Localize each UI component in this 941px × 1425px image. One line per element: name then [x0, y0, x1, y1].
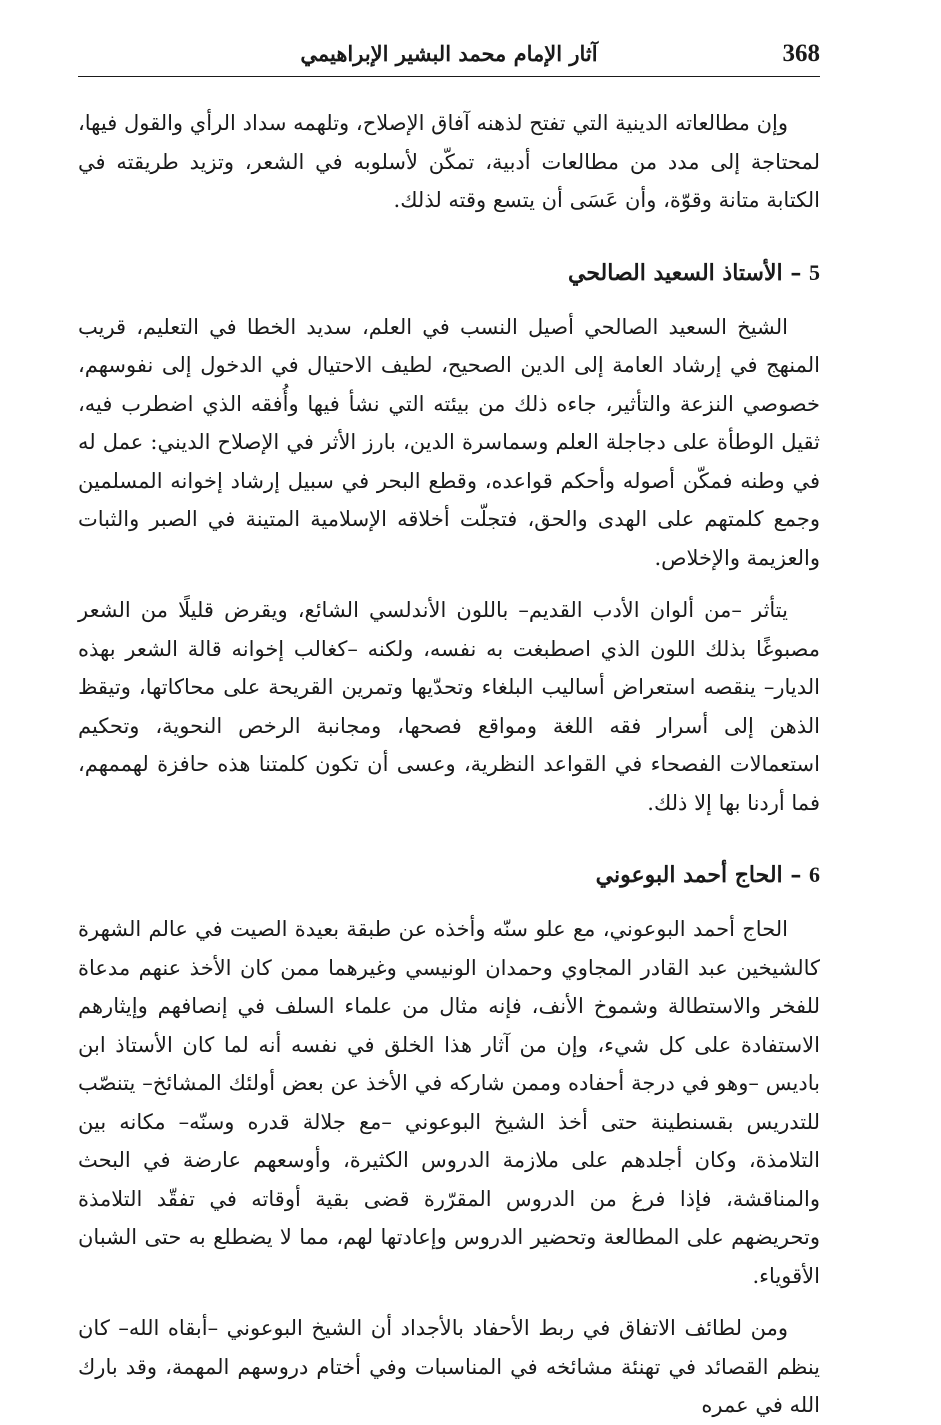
page-number: 368 [782, 40, 820, 67]
page-header [78, 36, 820, 77]
section-number: 6 [809, 862, 820, 887]
section-dash: – [790, 259, 802, 286]
section-heading-5 [78, 254, 820, 292]
section-title: الأستاذ السعيد الصالحي [568, 259, 783, 286]
paragraph-bouaouni-poems: ومن لطائف الاتفاق في ربط الأحفاد بالأجداد أن الشيخ البوعوني –أبقاه الله– كان ينظم القصائد في تهنئة مشائخه في المناسبات وفي أختام دروسهم المهمة، وقد بارك الله في عمره [78, 1316, 820, 1417]
section-number: 5 [809, 259, 820, 285]
section-title: الحاج أحمد البوعوني [595, 862, 783, 888]
page-body [78, 104, 820, 1425]
section-dash: – [790, 862, 802, 888]
paragraph-salihi-bio: الشيخ السعيد الصالحي أصيل النسب في العلم، سديد الخطا في التعليم، قريب المنهج في إرشاد العامة إلى الدين الصحيح، لطيف الاحتيال في الدخول إلى نفوسهم، خصوصي النزعة والتأثير، جاءه ذلك من بيئته التي نشأ فيها وأُفقه الذي اضطرب فيه، ثقيل الوطأة على دجاجلة العلم وسماسرة الدين، بارز الأثر في الإصلاح الديني: عمل له في وطنه فمكّن أصوله وأحكم قواعده، وقطع البحر في سبيل إرشاد إخوانه المسلمين وجمع كلمتهم على الهدى والحق، فتجلّت أخلاقه الإسلامية المتينة في الصبر والثبات والعزيمة والإخلاص. [78, 314, 820, 570]
paragraph-bouaouni-bio: الحاج أحمد البوعوني، مع علو سنّه وأخذه عن طبقة بعيدة الصيت في عالم الشهرة كالشيخين عبد القادر المجاوي وحمدان الونيسي وغيرهما ممن كان الأخذ عنهم مدعاة للفخر والاستطالة وشموخ الأنف، فإنه مثال من علماء السلف في إنصافهم وإيثارهم الاستفادة على كل شيء، وإن من آثار هذا الخلق في نفسه أنه لما كان الأستاذ ابن باديس –وهو في درجة أحفاده وممن شاركه في الأخذ عن بعض أولئك المشائخ– يتنصّب للتدريس بقسنطينة حتى أخذ الشيخ البوعوني –مع جلالة قدره وسنّه– مكانه بين التلامذة، وكان أجلدهم على ملازمة الدروس الكثيرة، وأوسعهم عارضة في البحث والمناقشة، فإذا فرغ من الدروس المقرّرة قضى بقية أوقاته في تفقّد التلامذة وتحريضهم على المطالعة وتحضير الدروس وإعادتها لهم، مما لا يضطلع به حتى الشبان الأقوياء. [78, 917, 820, 1288]
running-title: آثار الإمام محمد البشير الإبراهيمي [300, 41, 598, 66]
paragraph-intro: وإن مطالعاته الدينية التي تفتح لذهنه آفاق الإصلاح، وتلهمه سداد الرأي والقول فيها، لمحتاجة إلى مدد من مطالعات أدبية، تمكّن لأسلوبه في الشعر، وتزيد طريقته في الكتابة متانة وقوّة، وأن عَسَى أن يتسع وقته لذلك. [78, 111, 820, 212]
section-heading-6 [78, 856, 820, 894]
paragraph-salihi-poetry: يتأثر –من ألوان الأدب القديم– باللون الأندلسي الشائع، ويقرض قليلًا من الشعر مصبوغًا بذلك اللون الذي اصطبغت به نفسه، ولكنه –كغالب إخوانه قالة الشعر بهذه الديار– ينقصه استعراض أساليب البلغاء وتحدّيها وتمرين القريحة على محاكاتها، وتيقظ الذهن إلى أسرار فقه اللغة ومواقع فصحها، ومجانبة الرخص النحوية، وتحكيم استعمالات الفصحاء في القواعد النظرية، وعسى أن تكون كلمتنا هذه حافزة لهممهم، فما أردنا بها إلا ذلك. [78, 598, 820, 815]
